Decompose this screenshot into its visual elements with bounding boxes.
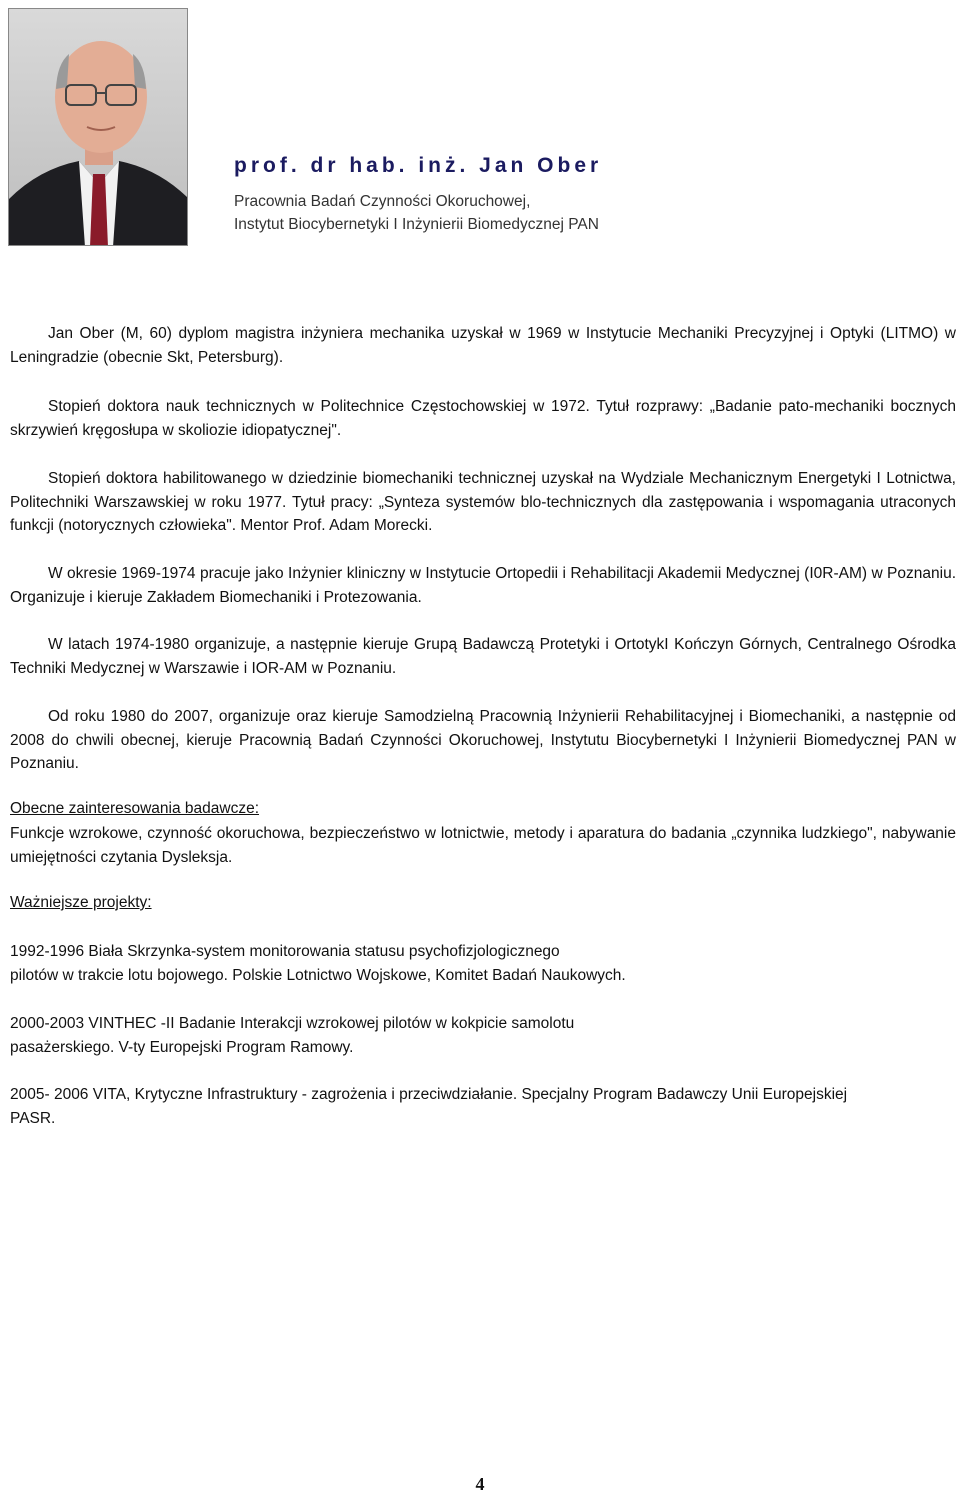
project-item <box>10 1012 956 1059</box>
project-line-1: 2000-2003 VINTHEC -II Badanie Interakcji wzrokowej pilotów w kokpicie samolotu <box>10 1015 575 1032</box>
interests-heading: Obecne zainteresowania badawcze: <box>10 800 260 817</box>
project-item <box>10 1083 956 1130</box>
page-number: 4 <box>475 1474 485 1494</box>
affiliation-line-1: Pracownia Badań Czynności Okoruchowej, <box>234 193 531 210</box>
interests-text: Funkcje wzrokowe, czynność okoruchowa, bezpieczeństwo w lotnictwie, metody i aparatura do badania „czynnika ludzkiego", nabywanie umiejętności czytania Dysleksja. <box>10 825 956 866</box>
project-line-2: pilotów w trakcie lotu bojowego. Polskie Lotnictwo Wojskowe, Komitet Badań Naukowych. <box>10 966 626 984</box>
project-line-2: pasażerskiego. V-ty Europejski Program Ramowy. <box>10 1038 354 1056</box>
project-item <box>10 940 956 987</box>
bio-paragraph-1: Jan Ober (M, 60) dyplom magistra inżyniera mechanika uzyskał w 1969 w Instytucie Mechaniki Precyzyjnej i Optyki (LITMO) w Leningradzie (obecnie Skt, Petersburg). <box>10 325 956 366</box>
project-line-1: 1992-1996 Biała Skrzynka-system monitorowania statusu psychofizjologicznego <box>10 943 560 960</box>
portrait-photo <box>8 8 188 246</box>
project-line-1: 2005- 2006 VITA, Krytyczne Infrastruktury - zagrożenia i przeciwdziałanie. Specjalny Program Badawczy Unii Europejskiej <box>10 1086 848 1103</box>
portrait-image <box>9 9 188 246</box>
page-title: prof. dr hab. inż. Jan Ober <box>234 154 603 177</box>
bio-paragraph-5: W latach 1974-1980 organizuje, a następnie kieruje Grupą Badawczą Protetyki i OrtotykI Kończyn Górnych, Centralnego Ośrodka Techniki Medycznej w Warszawie i IOR-AM w Poznaniu. <box>10 636 956 677</box>
bio-paragraph-6: Od roku 1980 do 2007, organizuje oraz kieruje Samodzielną Pracownią Inżynierii Rehabilitacyjnej i Biomechaniki, a następnie od 2008 do chwili obecnej, kieruje Pracownią Badań Czynności Okoruchowej, Instytutu Biocybernetyki I Inżynierii Biomedycznej PAN w Poznaniu. <box>10 708 956 772</box>
bio-paragraph-3: Stopień doktora habilitowanego w dziedzinie biomechaniki technicznej uzyskał na Wydziale Mechanicznym Energetyki I Lotnictwa, Politechniki Warszawskiej w roku 1977. Tytuł pracy: „Synteza systemów blo-technicznych dla zastępowania i wspomagania utraconych funkcji (notorycznych człowieka". Mentor Prof. Adam Morecki. <box>10 470 956 534</box>
affiliation-line-2: Instytut Biocybernetyki I Inżynierii Biomedycznej PAN <box>234 216 599 233</box>
bio-paragraph-4: W okresie 1969-1974 pracuje jako Inżynier kliniczny w Instytucie Ortopedii i Rehabilitacji Akademii Medycznej (I0R-AM) w Poznaniu. Organizuje i kieruje Zakładem Biomechaniki i Protezowania. <box>10 565 956 606</box>
projects-heading: Ważniejsze projekty: <box>10 894 152 911</box>
bio-paragraph-2: Stopień doktora nauk technicznych w Politechnice Częstochowskiej w 1972. Tytuł rozprawy: „Badanie pato-mechaniki bocznych skrzywień kręgosłupa w skoliozie idiopatycznej". <box>10 398 956 439</box>
project-line-2: PASR. <box>10 1109 56 1127</box>
